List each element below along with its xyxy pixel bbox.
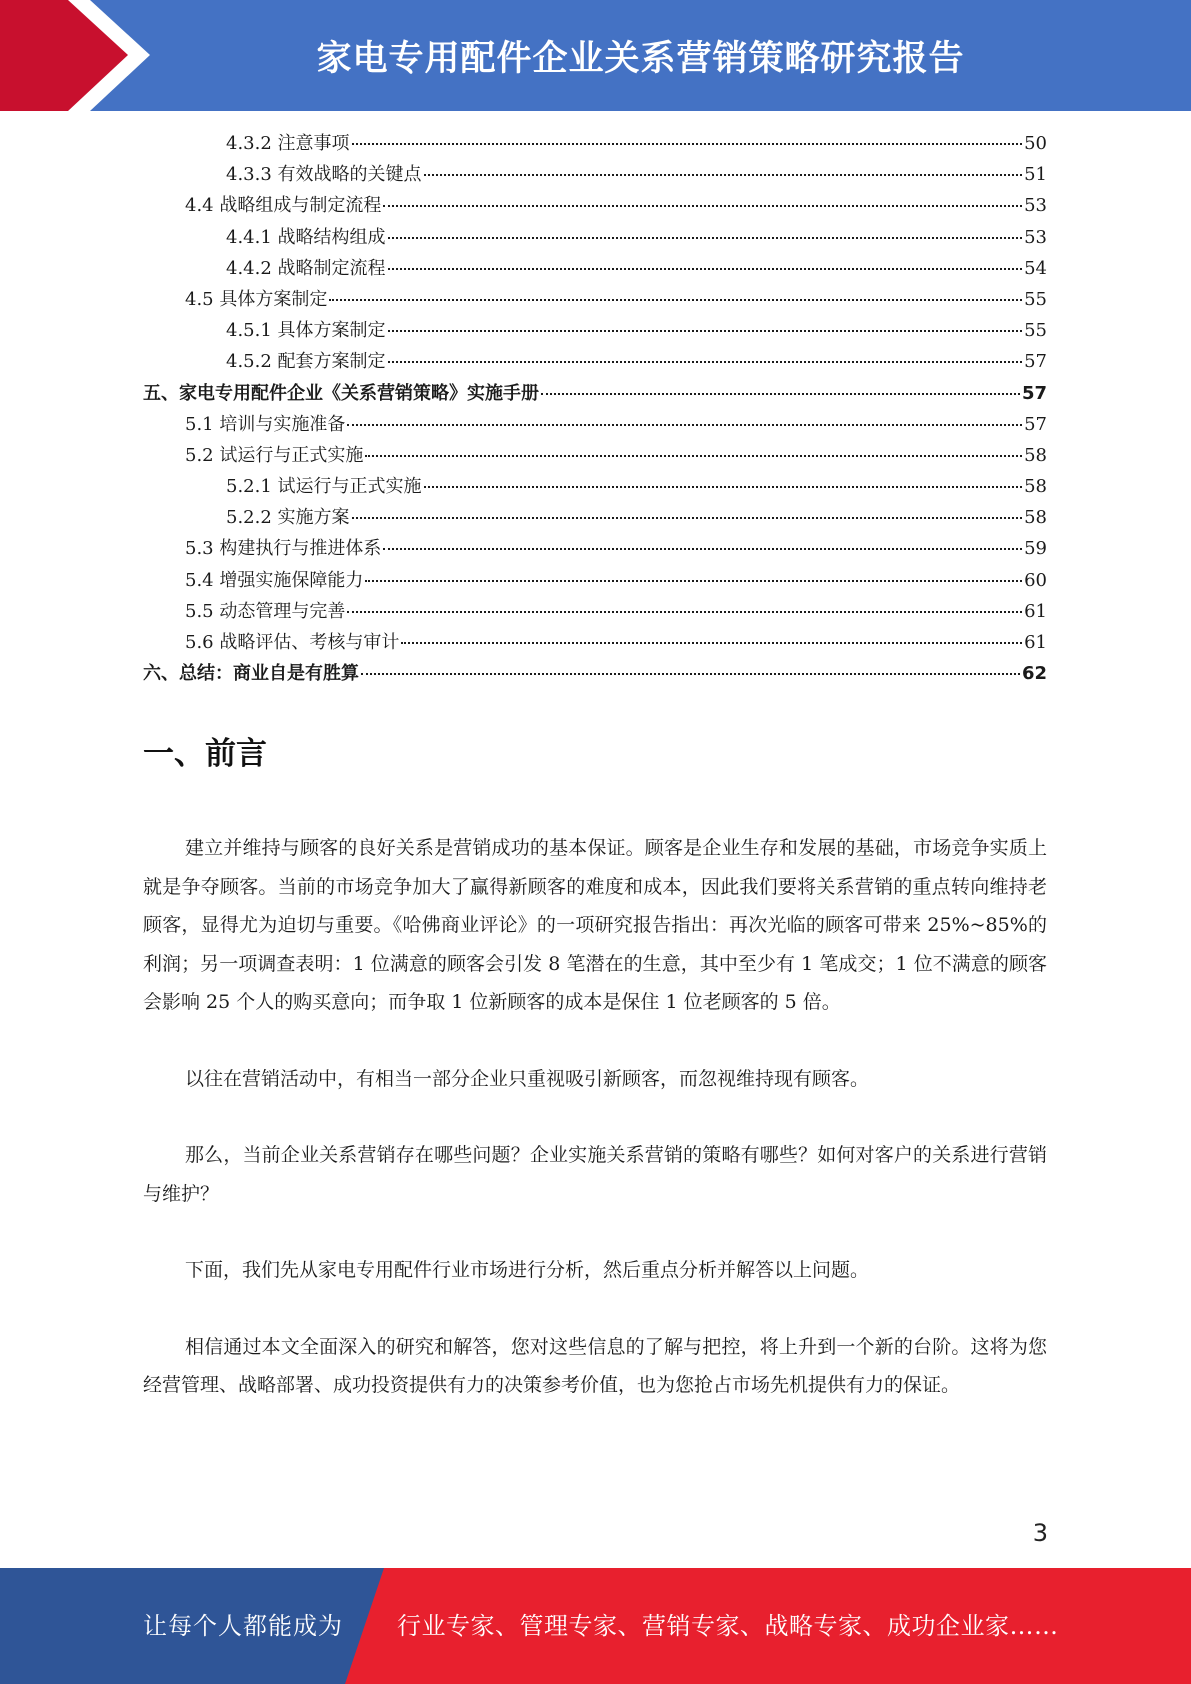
document-title: 家电专用配件企业关系营销策略研究报告 <box>316 38 965 79</box>
toc-entry[interactable] <box>143 440 1047 471</box>
toc-entry-label: 5.2.2 实施方案 <box>226 507 350 529</box>
toc-dot-leader <box>388 237 1023 239</box>
table-of-contents <box>143 128 1047 689</box>
toc-entry-label: 4.4 战略组成与制定流程 <box>185 195 382 217</box>
toc-entry-page: 61 <box>1024 632 1047 653</box>
toc-entry-page: 53 <box>1024 226 1047 248</box>
toc-entry[interactable] <box>143 315 1047 346</box>
toc-dot-leader <box>347 424 1022 426</box>
header-banner <box>0 0 1191 111</box>
toc-entry[interactable] <box>143 284 1047 315</box>
toc-entry[interactable] <box>143 658 1047 689</box>
toc-dot-leader <box>361 673 1020 675</box>
toc-entry-label: 4.3.2 注意事项 <box>226 133 350 154</box>
toc-entry-label: 4.4.2 战略制定流程 <box>226 257 386 279</box>
toc-dot-leader <box>329 299 1022 301</box>
footer-slogan-left: 让每个人都能成为 <box>143 1612 343 1640</box>
toc-entry-page: 58 <box>1024 444 1047 466</box>
toc-entry-label: 4.4.1 战略结构组成 <box>226 226 386 248</box>
toc-dot-leader <box>365 455 1022 457</box>
toc-entry-label: 5.5 动态管理与完善 <box>185 600 346 622</box>
toc-entry-page: 55 <box>1024 320 1047 342</box>
toc-entry-label: 5.3 构建执行与推进体系 <box>185 538 382 560</box>
toc-entry-page: 57 <box>1024 413 1047 435</box>
toc-entry-page: 60 <box>1024 569 1047 591</box>
toc-entry[interactable] <box>143 502 1047 533</box>
toc-dot-leader <box>352 517 1023 519</box>
toc-entry-label: 5.4 增强实施保障能力 <box>185 569 364 591</box>
footer-slogan-right: 行业专家、管理专家、营销专家、战略专家、成功企业家…… <box>397 1612 1059 1640</box>
toc-entry-label: 五、家电专用配件企业《关系营销策略》实施手册 <box>143 382 539 404</box>
toc-entry[interactable] <box>143 471 1047 502</box>
toc-entry-page: 57 <box>1024 351 1047 373</box>
toc-entry-page: 62 <box>1021 663 1047 685</box>
toc-dot-leader <box>347 611 1022 613</box>
toc-entry[interactable] <box>143 128 1047 159</box>
toc-entry-label: 4.5 具体方案制定 <box>185 288 328 310</box>
toc-entry-page: 61 <box>1024 600 1047 622</box>
toc-dot-leader <box>388 268 1023 270</box>
paragraph: 建立并维持与顾客的良好关系是营销成功的基本保证。顾客是企业生存和发展的基础，市场竞争实质上就是争夺顾客。当前的市场竞争加大了赢得新顾客的难度和成本，因此我们要将关系营销的重点转向维持老顾客，显得尤为迫切与重要。《哈佛商业评论》的一项研究报告指出：再次光临的顾客可带来 25%~85%的利润；另一项调查表明：1 位满意的顾客会引发 8 笔潜在的生意，其中至少有 1 笔成交；1 位不满意的顾客会影响 25 个人的购买意向；而争取 1 位新顾客的成本是保住 1 位老顾客的 5 倍。 <box>143 837 1047 1013</box>
toc-dot-leader <box>383 548 1022 550</box>
toc-entry[interactable] <box>143 159 1047 190</box>
toc-entry[interactable] <box>143 409 1047 440</box>
toc-entry-label: 4.3.3 有效战略的关键点 <box>226 164 422 186</box>
toc-entry-page: 58 <box>1024 476 1047 498</box>
toc-entry-label: 4.5.2 配套方案制定 <box>226 351 386 373</box>
toc-dot-leader <box>401 642 1022 644</box>
toc-entry-label: 5.2 试运行与正式实施 <box>185 444 364 466</box>
toc-entry[interactable] <box>143 565 1047 596</box>
toc-entry[interactable] <box>143 627 1047 658</box>
toc-dot-leader <box>424 174 1023 176</box>
paragraph: 相信通过本文全面深入的研究和解答，您对这些信息的了解与把控，将上升到一个新的台阶。这将为您经营管理、战略部署、成功投资提供有力的决策参考价值，也为您抢占市场先机提供有力的保证。 <box>143 1335 1047 1396</box>
toc-entry[interactable] <box>143 222 1047 253</box>
toc-entry-page: 54 <box>1024 257 1047 279</box>
page-number: 3 <box>1032 1519 1048 1547</box>
toc-entry-page: 53 <box>1024 195 1047 217</box>
toc-dot-leader <box>541 393 1020 395</box>
toc-entry-page: 57 <box>1021 382 1047 404</box>
toc-dot-leader <box>365 580 1022 582</box>
paragraph: 下面，我们先从家电专用配件行业市场进行分析，然后重点分析并解答以上问题。 <box>185 1259 870 1281</box>
toc-dot-leader <box>424 486 1023 488</box>
paragraph: 以往在营销活动中，有相当一部分企业只重视吸引新顾客，而忽视维持现有顾客。 <box>185 1067 870 1090</box>
toc-entry-page: 55 <box>1024 288 1047 310</box>
toc-entry-label: 5.2.1 试运行与正式实施 <box>226 476 422 498</box>
toc-entry[interactable] <box>143 190 1047 221</box>
footer-banner <box>0 1568 1191 1684</box>
toc-dot-leader <box>388 361 1023 363</box>
toc-entry-page: 59 <box>1024 538 1047 560</box>
toc-dot-leader <box>352 143 1023 145</box>
toc-dot-leader <box>383 205 1022 207</box>
body-text <box>143 829 1047 1405</box>
toc-entry[interactable] <box>143 596 1047 627</box>
toc-entry-page: 50 <box>1024 133 1047 154</box>
toc-entry[interactable] <box>143 346 1047 377</box>
toc-entry-label: 4.5.1 具体方案制定 <box>226 320 386 342</box>
toc-entry-page: 51 <box>1024 164 1047 186</box>
toc-entry-label: 5.1 培训与实施准备 <box>185 413 346 435</box>
toc-entry-label: 5.6 战略评估、考核与审计 <box>185 632 400 653</box>
section-heading: 一、前言 <box>143 736 267 772</box>
toc-dot-leader <box>388 330 1023 332</box>
toc-entry-page: 58 <box>1024 507 1047 529</box>
paragraph: 那么，当前企业关系营销存在哪些问题？企业实施关系营销的策略有哪些？如何对客户的关系进行营销与维护？ <box>143 1144 1047 1205</box>
toc-entry[interactable] <box>143 378 1047 409</box>
toc-entry-label: 六、总结：商业自是有胜算 <box>143 663 359 685</box>
toc-entry[interactable] <box>143 253 1047 284</box>
toc-entry[interactable] <box>143 533 1047 564</box>
